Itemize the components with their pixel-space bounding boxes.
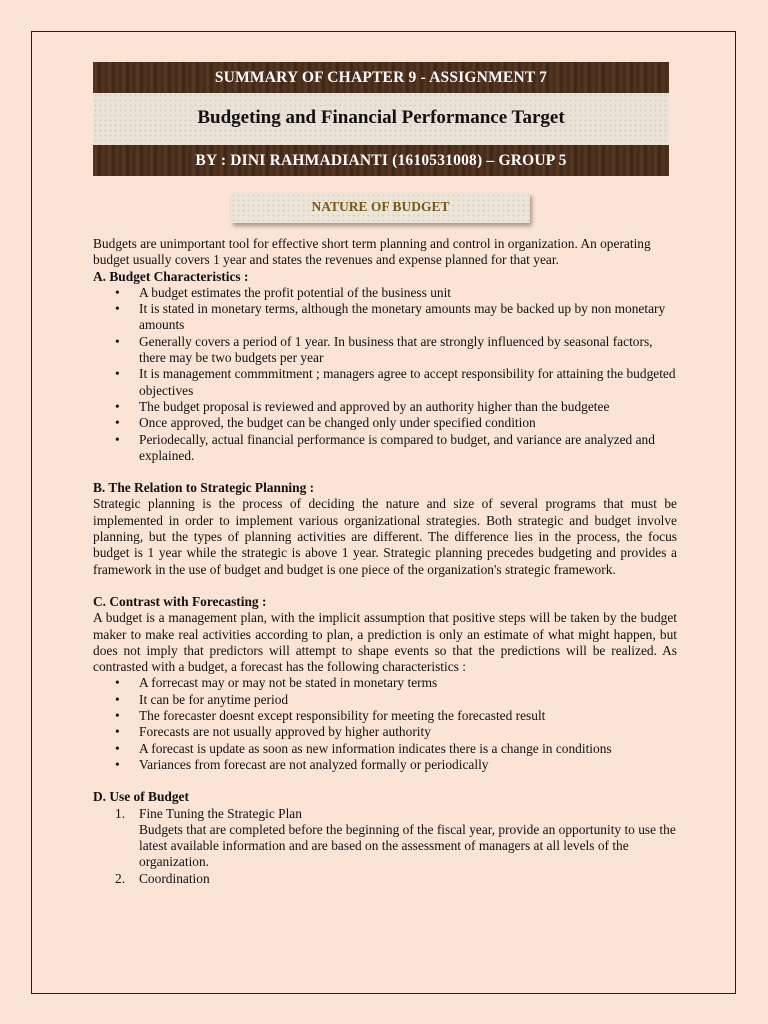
document-title: Budgeting and Financial Performance Target <box>93 93 669 145</box>
bullet-icon: • <box>115 284 120 300</box>
list-item: • Forecasts are not usually approved by higher authority <box>115 724 431 740</box>
bullet-icon: • <box>115 708 120 724</box>
section-a-heading: A. Budget Characteristics : <box>93 268 249 284</box>
intro-paragraph: Budgets are unimportant tool for effective short term planning and control in organization. An operating budget usually covers 1 year and states the revenues and expense planned for that year. <box>93 236 651 268</box>
author-banner: BY : DINI RAHMADIANTI (1610531008) – GROUP 5 <box>93 145 669 176</box>
bullet-icon: • <box>115 724 120 740</box>
list-item: • It is stated in monetary terms, although the monetary amounts may be backed up by non monetary amounts <box>115 301 666 333</box>
list-item <box>93 871 677 887</box>
list-item: • The budget proposal is reviewed and approved by an authority higher than the budgetee <box>115 398 610 414</box>
bullet-icon: • <box>115 431 120 447</box>
section-b-body: Strategic planning is the process of deciding the nature and size of several programs that must be implemented in order to implement various organizational strategies. Both strategic and budget involve planning, but the types of planning activities are different. The difference lies in the process, the focus budget is 1 year while the strategic is above 1 year. Strategic planning precedes budgeting and provides a framework in the use of budget and budget is one piece of the organization's strategic framework. <box>93 496 677 577</box>
use-title: Coordination <box>139 870 210 886</box>
bullet-icon: • <box>115 398 120 414</box>
spacer <box>93 464 677 480</box>
list-item: • Variances from forecast are not analyzed formally or periodically <box>115 756 489 772</box>
list-item: • The forecaster doesnt except responsibility for meeting the forecasted result <box>115 708 546 724</box>
spacer <box>93 773 677 789</box>
list-item: • A budget estimates the profit potential of the business unit <box>115 284 452 300</box>
spacer <box>93 578 677 594</box>
bullet-icon: • <box>115 691 120 707</box>
list-number: 2. <box>115 870 126 886</box>
bullet-icon: • <box>115 333 120 349</box>
section-d-list-continued <box>93 871 677 887</box>
list-item <box>93 806 677 822</box>
bullet-icon: • <box>115 415 120 431</box>
list-item: • Generally covers a period of 1 year. In business that are strongly influenced by seasonal factors, there may be two budgets per year <box>115 333 653 366</box>
list-item: • It can be for anytime period <box>115 691 289 707</box>
bullet-icon: • <box>115 740 120 756</box>
document-body <box>93 236 677 887</box>
summary-banner: SUMMARY OF CHAPTER 9 - ASSIGNMENT 7 <box>93 62 669 93</box>
bullet-icon: • <box>115 675 120 691</box>
list-item: • A forrecast may or may not be stated in monetary terms <box>115 675 438 691</box>
list-item: • Periodecally, actual financial performance is compared to budget, and variance are analyzed and explained. <box>115 431 655 463</box>
bullet-icon: • <box>115 301 120 317</box>
list-item: • Once approved, the budget can be changed only under specified condition <box>115 415 536 431</box>
list-item: • A forecast is update as soon as new information indicates there is a change in conditions <box>115 740 612 756</box>
bullet-icon: • <box>115 366 120 382</box>
use-body: Budgets that are completed before the beginning of the fiscal year, provide an opportunity to use the latest available information and are based on the assessment of managers at all levels of the organization. <box>139 821 676 870</box>
section-a-list <box>93 285 677 464</box>
section-c-heading: C. Contrast with Forecasting : <box>93 593 267 609</box>
list-item: • It is management commmitment ; managers agree to accept responsibility for attaining the budgeted objectives <box>115 366 676 398</box>
section-b-heading: B. The Relation to Strategic Planning : <box>93 480 315 496</box>
list-number: 1. <box>115 805 126 821</box>
section-c-body: A budget is a management plan, with the implicit assumption that positive steps will be taken by the budget maker to make real activities according to plan, a prediction is only an estimate of what might happen, but does not imply that predictors will attempt to shape events so that the predictions will be realized. As contrasted with a budget, a forecast has the following characteristics : <box>93 610 677 675</box>
section-c-list <box>93 675 677 773</box>
section-d-list <box>93 806 677 822</box>
section-d-heading: D. Use of Budget <box>93 789 189 805</box>
section-label: NATURE OF BUDGET <box>231 193 530 223</box>
bullet-icon: • <box>115 756 120 772</box>
use-title: Fine Tuning the Strategic Plan <box>139 805 302 821</box>
